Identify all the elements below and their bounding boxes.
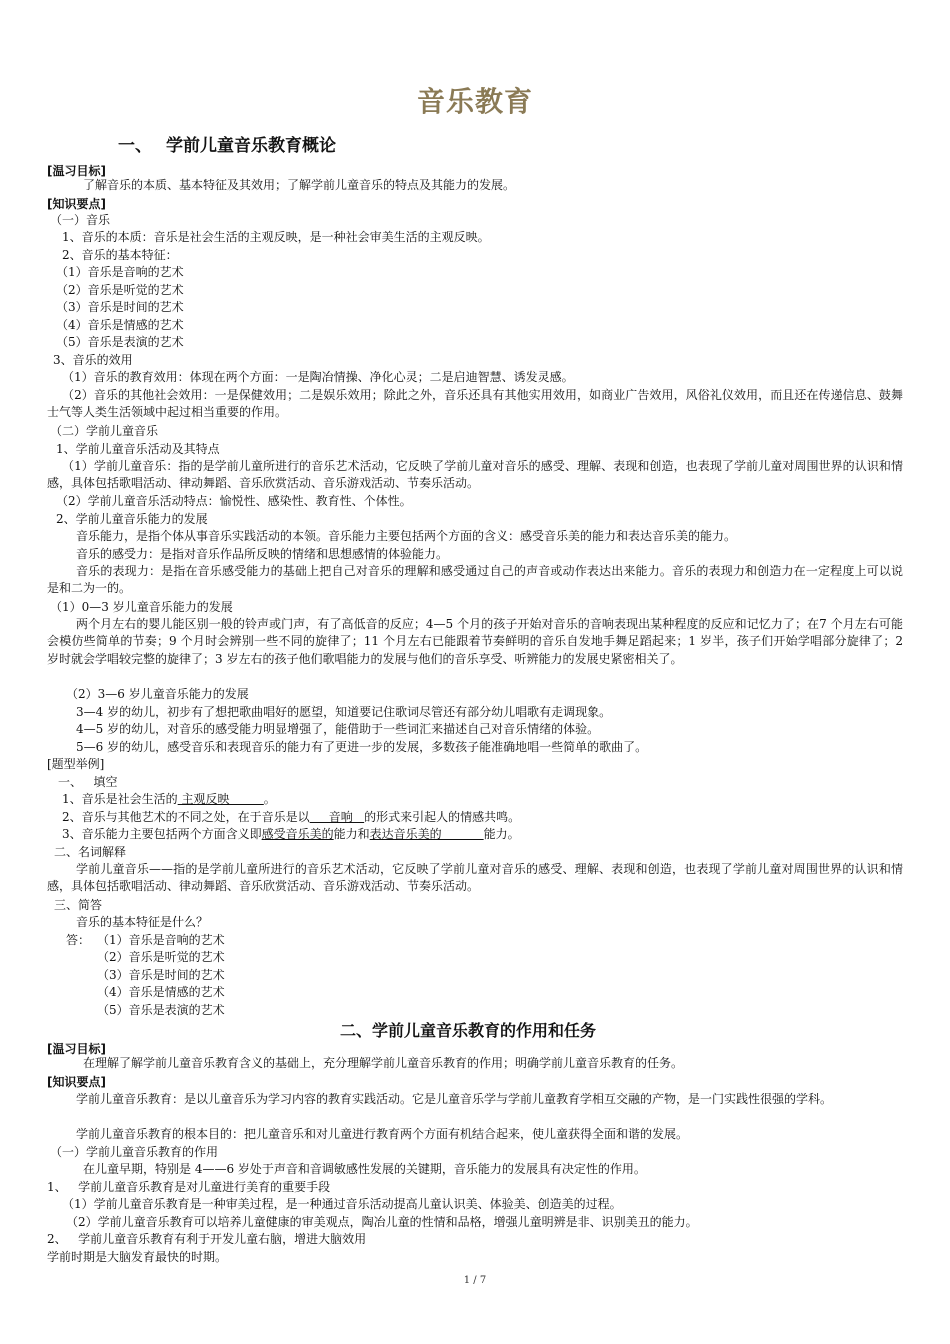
- subheading: （2）3—6 岁儿童音乐能力的发展: [66, 687, 249, 701]
- answer-item: （2）音乐是听觉的艺术: [97, 950, 225, 964]
- text-line: （3）音乐是时间的艺术: [56, 300, 184, 314]
- subheading: 二、名词解释: [54, 845, 127, 859]
- review-goal-text: 在理解了解学前儿童音乐教育含义的基础上，充分理解学前儿童音乐教育的作用；明确学前儿童音乐教育的任务。: [83, 1056, 684, 1070]
- subheading: 2、 学前儿童音乐教育有利于开发儿童右脑，增进大脑效用: [47, 1232, 367, 1246]
- answer-blank: 表达音乐美的: [369, 827, 484, 841]
- text-line: 4—5 岁的幼儿，对音乐的感受能力明显增强了，能借助于一些词汇来描述自己对音乐情绪的体验。: [76, 722, 600, 736]
- text-line: （1）音乐的教育效用：体现在两个方面：一是陶冶情操、净化心灵；二是启迪智慧、诱发灵感。: [62, 370, 574, 384]
- text-line: 2、音乐的基本特征：: [62, 248, 178, 262]
- text-line: （一）音乐: [50, 213, 111, 227]
- section1-number: 一、: [118, 136, 152, 156]
- paragraph: 两个月左右的婴儿能区别一般的铃声或门声，有了高低音的反应；4—5 个月的孩子开始对音乐的音响表现出某种程度的反应和记忆力了；在7 个月左右可能会模仿些简单的节奏；9 个月时会辨别一些不同的旋律了；11 个月左右已能跟着节奏鲜明的音乐自发地手舞足蹈起来；1 岁半，孩子们开始学唱部分旋律了；2 岁时就会学唱较完整的旋律了；3 岁左右的孩子他们歌唱能力的发展与他们的音乐享受、听辨能力的发展史紧密相关了。: [47, 617, 903, 666]
- example-tag: [题型举例]: [47, 757, 105, 771]
- review-goal-tag: [温习目标]: [47, 164, 106, 178]
- text-line: （2）学前儿童音乐活动特点：愉悦性、感染性、教育性、个体性。: [56, 494, 412, 508]
- text-line: （4）音乐是情感的艺术: [56, 318, 184, 332]
- section1-heading: 学前儿童音乐教育概论: [166, 136, 336, 156]
- question: 音乐的基本特征是什么？: [76, 915, 209, 929]
- text-line: （2）学前儿童音乐教育可以培养儿童健康的审美观点，陶冶儿童的性情和品格，增强儿童明辨是非、识别美丑的能力。: [66, 1215, 698, 1229]
- answer-item: （5）音乐是表演的艺术: [97, 1003, 225, 1017]
- paragraph: 音乐的表现力：是指在音乐感受能力的基础上把自己对音乐的理解和感受通过自己的声音或动作表达出来能力。音乐的表现力和创造力在一定程度上可以说是和二为一的。: [47, 564, 903, 596]
- subheading: （二）学前儿童音乐: [50, 424, 159, 438]
- text-line: （1）音乐是音响的艺术: [56, 265, 184, 279]
- subheading: 2、学前儿童音乐能力的发展: [56, 512, 208, 526]
- subheading: 1、 学前儿童音乐教育是对儿童进行美育的重要手段: [47, 1180, 331, 1194]
- page-number: 1 / 7: [463, 1275, 487, 1286]
- answer-label: 答：: [66, 933, 91, 947]
- answer-blank: 音响: [309, 810, 365, 824]
- answer-item: （1）音乐是音响的艺术: [97, 933, 225, 947]
- paragraph: 学前儿童音乐——指的是学前儿童所进行的音乐艺术活动，它反映了学前儿童对音乐的感受、理解、表现和创造，也表现了学前儿童对周围世界的认识和情感，具体包括歌唱活动、律动舞蹈、音乐欣赏活动、音乐游戏活动、节奏乐活动。: [47, 862, 903, 894]
- answer-blank: 感受音乐美的: [261, 827, 334, 841]
- text-line: （5）音乐是表演的艺术: [56, 335, 184, 349]
- text-line: （2）音乐是听觉的艺术: [56, 283, 184, 297]
- subheading: （一）学前儿童音乐教育的作用: [50, 1145, 219, 1159]
- subheading: （1）0—3 岁儿童音乐能力的发展: [50, 600, 233, 614]
- fill-question-3: 3、音乐能力主要包括两个方面含义即感受音乐美的能力和表达音乐美的 能力。: [62, 827, 520, 841]
- text-line: 学前儿童音乐教育的根本目的：把儿童音乐和对儿童进行教育两个方面有机结合起来，使儿童获得全面和谐的发展。: [76, 1127, 689, 1141]
- knowledge-tag: [知识要点]: [47, 197, 106, 211]
- text-line: 在儿童早期，特别是 4——6 岁处于声音和音调敏感性发展的关键期，音乐能力的发展具有决定性的作用。: [83, 1162, 646, 1176]
- answer-item: （3）音乐是时间的艺术: [97, 968, 225, 982]
- subheading: 三、简答: [54, 898, 103, 912]
- text-line: 学前时期是大脑发育最快的时期。: [47, 1250, 228, 1264]
- fill-question-1: 1、音乐是社会生活的 主观反映 。: [62, 792, 276, 806]
- answer-item: （4）音乐是情感的艺术: [97, 985, 225, 999]
- text-line: 5—6 岁的幼儿，感受音乐和表现音乐的能力有了更进一步的发展，多数孩子能准确地唱一些简单的歌曲了。: [76, 740, 648, 754]
- review-goal-text: 了解音乐的本质、基本特征及其效用；了解学前儿童音乐的特点及其能力的发展。: [83, 178, 516, 192]
- text-line: 3、音乐的效用: [53, 353, 133, 367]
- text-line: 3—4 岁的幼儿，初步有了想把歌曲唱好的愿望，知道要记住歌词尽管还有部分幼儿唱歌有走调现象。: [76, 705, 612, 719]
- paragraph: （2）音乐的其他社会效用：一是保健效用；二是娱乐效用；除此之外，音乐还具有其他实用效用，如商业广告效用，风俗礼仪效用，而且还在传递信息、鼓舞士气等人类生活领域中起过相当重要的作用。: [47, 388, 903, 420]
- text-line: 音乐能力，是指个体从事音乐实践活动的本领。音乐能力主要包括两个方面的含义：感受音乐美的能力和表达音乐美的能力。: [76, 529, 737, 543]
- subheading: 1、学前儿童音乐活动及其特点: [56, 442, 220, 456]
- text-line: （1）学前儿童音乐教育是一种审美过程，是一种通过音乐活动提高儿童认识美、体验美、创造美的过程。: [62, 1197, 622, 1211]
- subheading: 一、 填空: [58, 775, 118, 789]
- section2-heading: 二、学前儿童音乐教育的作用和任务: [340, 1021, 597, 1040]
- paragraph: 学前儿童音乐教育：是以儿童音乐为学习内容的教育实践活动。它是儿童音乐学与学前儿童教育学相互交融的产物，是一门实践性很强的学科。: [76, 1092, 833, 1106]
- paragraph: （1）学前儿童音乐：指的是学前儿童所进行的音乐艺术活动，它反映了学前儿童对音乐的感受、理解、表现和创造，也表现了学前儿童对周围世界的认识和情感，具体包括歌唱活动、律动舞蹈、音乐欣赏活动、音乐游戏活动、节奏乐活动。: [47, 459, 903, 491]
- page-title: 音乐教育: [416, 85, 533, 118]
- answer-blank: 主观反映: [177, 792, 264, 806]
- text-line: 1、音乐的本质：音乐是社会生活的主观反映，是一种社会审美生活的主观反映。: [62, 230, 490, 244]
- text-line: 音乐的感受力：是指对音乐作品所反映的情绪和思想感情的体验能力。: [76, 547, 449, 561]
- fill-question-2: 2、音乐与其他艺术的不同之处，在于音乐是以 音响 的形式来引起人的情感共鸣。: [62, 810, 521, 824]
- review-goal-tag: [温习目标]: [47, 1042, 106, 1056]
- knowledge-tag: [知识要点]: [47, 1075, 106, 1089]
